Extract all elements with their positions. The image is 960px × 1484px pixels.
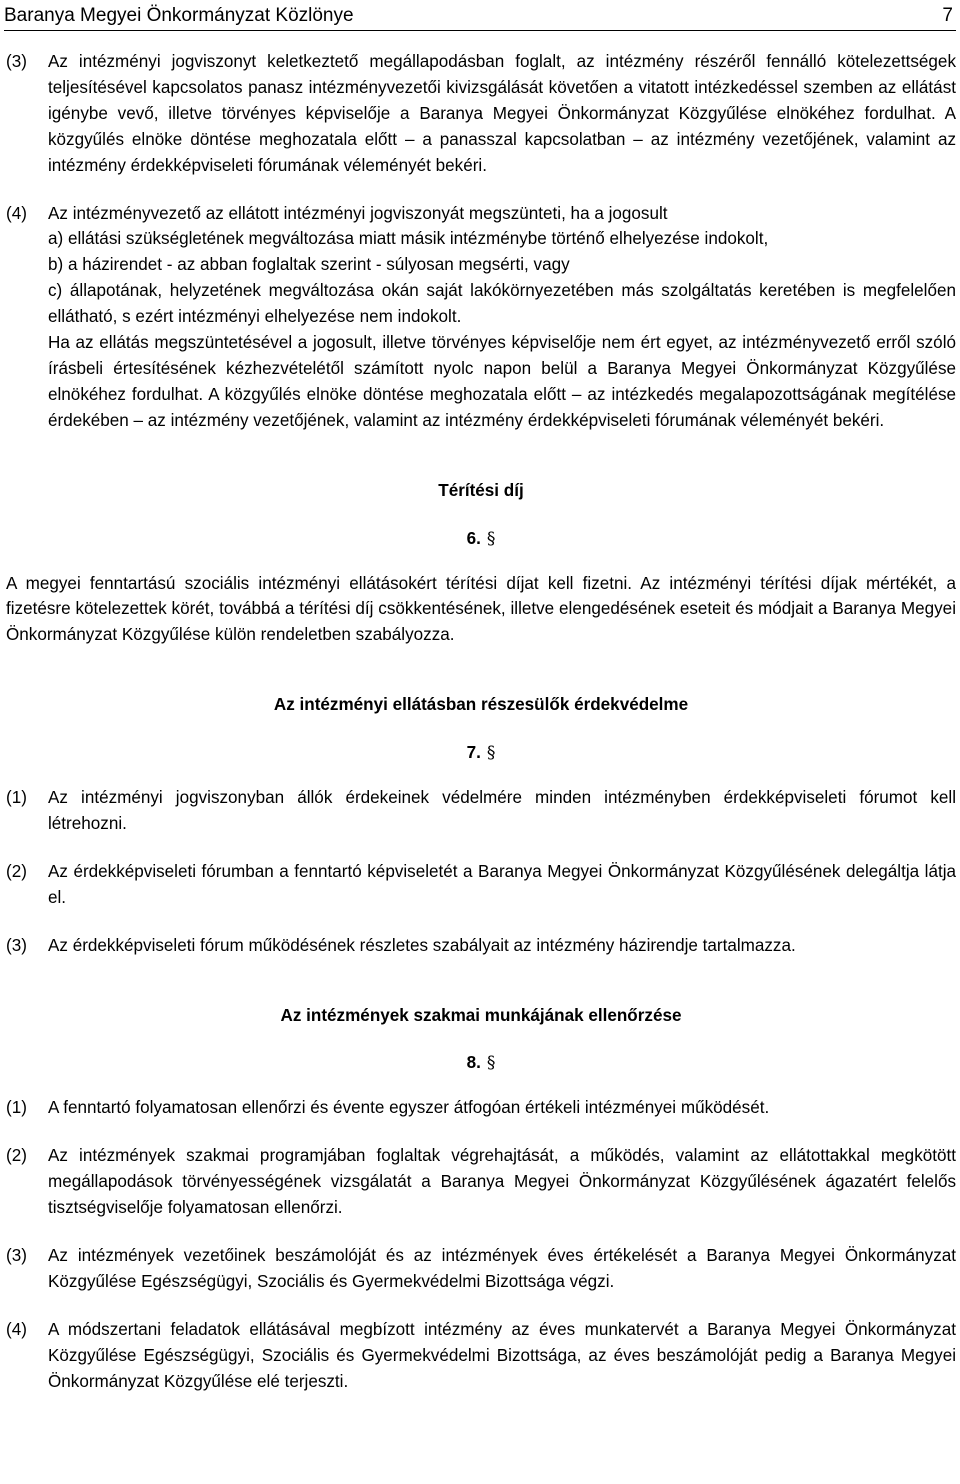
paragraph-8-1 xyxy=(6,1095,956,1121)
paragraph-number: (3) xyxy=(6,52,27,71)
section-sign: § xyxy=(486,528,496,549)
section-heading: Az intézmények szakmai munkájának ellenőrzése xyxy=(280,1005,682,1025)
paragraph-5-4 xyxy=(6,201,956,434)
paragraph-8-3 xyxy=(6,1243,956,1295)
paragraph-text: Az intézmények vezetőinek beszámolóját és az intézmények éves értékelését a Baranya Megyei Önkormányzat Közgyűlése Egészségügyi, Szociális és Gyermekvédelmi Bizottsága végzi. xyxy=(48,1246,956,1291)
page-number: 7 xyxy=(942,5,953,26)
paragraph-7-2 xyxy=(6,859,956,911)
paragraph-7-1 xyxy=(6,785,956,837)
paragraph-text: A módszertani feladatok ellátásával megbízott intézmény az éves munkatervét a Baranya Megyei Önkormányzat Közgyűlése Egészségügyi, Szociális és Gyermekvédelmi Bizottsága, az éves beszámolóját pedig a Baranya Megyei Önkormányzat Közgyűlése elé terjeszti. xyxy=(48,1319,956,1391)
paragraph-number: (2) xyxy=(6,861,27,881)
section-number: 7. § xyxy=(6,740,956,767)
paragraph-body xyxy=(48,201,956,434)
section-number: 8. § xyxy=(6,1050,956,1077)
paragraph-text: Az érdekképviseleti fórum működésének részletes szabályait az intézmény házirendje tartalmazza. xyxy=(48,935,796,955)
document-body xyxy=(6,49,956,1395)
paragraph-text: Az intézményi jogviszonyt keletkeztető megállapodásban foglalt, az intézmény részéről fennálló kötelezettségek teljesítésével kapcsolatos panasz intézményvezetői kivizsgálását követően a vitatott intézkedéssel szemben az ellátást igénybe vevő, illetve törvényes képviselője a Baranya Megyei Önkormányzat Közgyűlése elnökéhez fordulhat. A közgyűlés elnöke döntése meghozatala előtt – a panasszal kapcsolatban – az intézmény vezetőjének, valamint az intézmény érdekképviseleti fórumának véleményét bekéri. xyxy=(48,52,956,175)
paragraph-text: A fenntartó folyamatosan ellenőrzi és évente egyszer átfogóan értékeli intézményei működését. xyxy=(48,1098,770,1118)
list-item-a: a) ellátási szükségletének megváltozása miatt másik intézménybe történő elhelyezése indokolt, xyxy=(48,229,769,249)
paragraph-number: (2) xyxy=(6,1146,27,1166)
section-heading: Az intézményi ellátásban részesülők érdekvédelme xyxy=(273,695,689,715)
paragraph-number: (4) xyxy=(6,203,27,223)
section-heading: Térítési díj xyxy=(438,480,524,500)
section-text: A megyei fenntartású szociális intézményi ellátásokért térítési díjat kell fizetni. Az intézményi térítési díjak mértékét, a fizetésre kötelezettek körét, továbbá a térítési díj csökkentésének, illetve elengedésének eseteit és módjait a Baranya Megyei Önkormányzat Közgyűlése külön rendeletben szabályozza. xyxy=(6,573,956,645)
paragraph-text: Az érdekképviseleti fórumban a fenntartó képviseletét a Baranya Megyei Önkormányzat Közgyűlésének delegáltja látja el. xyxy=(48,861,956,907)
list-item-b: b) a házirendet - az abban foglaltak szerint - súlyosan megsérti, vagy xyxy=(48,255,570,275)
paragraph-line: Az intézményvezető az ellátott intézményi jogviszonyát megszünteti, ha a jogosult xyxy=(48,203,668,223)
paragraph-number: (1) xyxy=(6,1098,27,1118)
gazette-title: Baranya Megyei Önkormányzat Közlönye xyxy=(4,5,354,26)
page-header xyxy=(4,4,956,31)
paragraph-5-3 xyxy=(6,49,956,179)
paragraph-8-4 xyxy=(6,1317,956,1395)
paragraph-text: Az intézmények szakmai programjában foglaltak végrehajtását, a működés, valamint az ellátottakkal megkötött megállapodások törvényességének vizsgálatát a Baranya Megyei Önkormányzat Közgyűlésének ágazatért felelős tisztségviselője folyamatosan ellenőrzi. xyxy=(48,1146,956,1218)
section-sign: § xyxy=(486,1053,496,1074)
paragraph-number: (3) xyxy=(6,935,27,955)
paragraph-text: Az intézményi jogviszonyban állók érdekeinek védelmére minden intézményben érdekképviseleti fórumot kell létrehozni. xyxy=(48,788,956,833)
paragraph-7-3 xyxy=(6,933,956,959)
paragraph-number: (1) xyxy=(6,788,27,808)
paragraph-line: Ha az ellátás megszüntetésével a jogosult, illetve törvényes képviselője nem ért egyet, az intézményvezető erről szóló írásbeli értesítésének kézhezvételétől számított nyolc napon belül a Baranya Megyei Önkormányzat Közgyűlése elnökéhez fordulhat. A közgyűlés elnöke döntése meghozatala előtt – az intézkedés megalapozottságának megítélése érdekében – az intézmény vezetőjének, valamint az intézmény érdekképviseleti fórumának véleményét bekéri. xyxy=(48,333,956,430)
section-number: 6. § xyxy=(6,526,956,553)
paragraph-8-2 xyxy=(6,1143,956,1221)
paragraph-number: (4) xyxy=(6,1319,27,1339)
list-item-c: c) állapotának, helyzetének megváltozása okán saját lakókörnyezetében más szolgáltatás keretében is megfelelően ellátható, s ezért intézményi elhelyezése nem indokolt. xyxy=(48,281,956,327)
section-sign: § xyxy=(486,743,496,764)
paragraph-number: (3) xyxy=(6,1246,27,1265)
